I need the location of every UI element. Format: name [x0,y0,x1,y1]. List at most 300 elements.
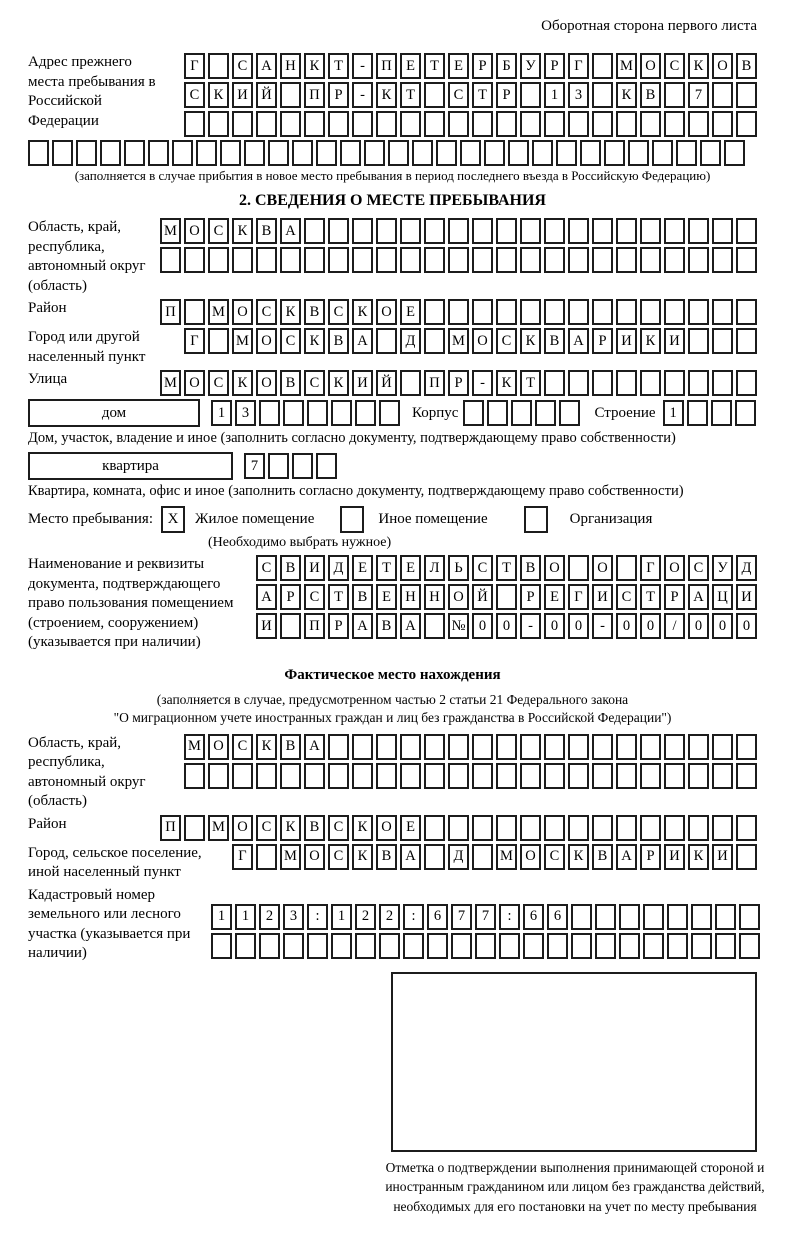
char-box[interactable]: М [160,370,181,396]
char-box[interactable]: А [400,844,421,870]
char-box[interactable] [736,370,757,396]
char-box[interactable]: 1 [211,400,232,426]
char-box[interactable]: Г [184,328,205,354]
char-box[interactable]: К [496,370,517,396]
char-box[interactable]: Д [328,555,349,581]
char-box[interactable] [355,933,376,959]
char-box[interactable]: Г [640,555,661,581]
char-box[interactable] [511,400,532,426]
char-box[interactable] [376,734,397,760]
char-box[interactable] [307,400,328,426]
char-box[interactable] [448,815,469,841]
char-box[interactable] [316,140,337,166]
char-box[interactable] [235,933,256,959]
char-box[interactable]: В [328,328,349,354]
char-box[interactable] [208,328,229,354]
char-box[interactable] [496,584,517,610]
char-box[interactable]: О [448,584,469,610]
char-box[interactable] [712,247,733,273]
char-box[interactable]: О [472,328,493,354]
char-box[interactable] [280,111,301,137]
char-box[interactable]: В [280,734,301,760]
char-box[interactable] [424,613,445,639]
char-box[interactable] [691,904,712,930]
char-box[interactable] [712,734,733,760]
char-box[interactable]: Т [376,555,397,581]
char-box[interactable] [711,400,732,426]
char-box[interactable]: Д [736,555,757,581]
char-box[interactable] [736,218,757,244]
char-box[interactable]: Г [232,844,253,870]
char-box[interactable] [640,247,661,273]
char-box[interactable] [664,370,685,396]
char-box[interactable] [640,370,661,396]
char-box[interactable] [463,400,484,426]
char-box[interactable] [475,933,496,959]
char-box[interactable] [571,904,592,930]
char-box[interactable]: К [688,844,709,870]
char-box[interactable]: 6 [427,904,448,930]
char-box[interactable]: У [712,555,733,581]
char-box[interactable]: К [280,299,301,325]
char-box[interactable]: Р [664,584,685,610]
char-box[interactable] [340,140,361,166]
char-box[interactable] [496,815,517,841]
char-box[interactable]: О [520,844,541,870]
char-box[interactable]: 3 [283,904,304,930]
char-box[interactable] [520,763,541,789]
char-box[interactable]: 2 [355,904,376,930]
char-box[interactable]: Т [424,53,445,79]
char-box[interactable] [424,734,445,760]
char-box[interactable]: Д [400,328,421,354]
char-box[interactable] [616,111,637,137]
char-box[interactable]: 0 [688,613,709,639]
char-box[interactable]: Т [472,82,493,108]
char-box[interactable]: 1 [235,904,256,930]
char-box[interactable]: 0 [616,613,637,639]
char-box[interactable]: В [256,218,277,244]
char-box[interactable]: В [280,370,301,396]
char-box[interactable]: 0 [568,613,589,639]
char-box[interactable] [268,140,289,166]
char-box[interactable]: М [448,328,469,354]
char-box[interactable] [124,140,145,166]
char-box[interactable]: О [256,370,277,396]
char-box[interactable]: О [184,218,205,244]
char-box[interactable]: С [208,218,229,244]
char-box[interactable]: П [160,299,181,325]
char-box[interactable]: 1 [663,400,684,426]
char-box[interactable] [304,218,325,244]
char-box[interactable] [328,218,349,244]
char-box[interactable]: И [592,584,613,610]
char-box[interactable] [256,844,277,870]
char-box[interactable]: - [472,370,493,396]
char-box[interactable]: С [256,815,277,841]
char-box[interactable] [568,815,589,841]
char-box[interactable]: О [664,555,685,581]
char-box[interactable]: В [376,844,397,870]
char-box[interactable] [352,247,373,273]
char-box[interactable] [424,247,445,273]
char-box[interactable]: К [256,734,277,760]
char-box[interactable]: А [352,613,373,639]
char-box[interactable] [376,328,397,354]
char-box[interactable] [676,140,697,166]
char-box[interactable] [712,328,733,354]
char-box[interactable] [735,400,756,426]
char-box[interactable]: К [304,53,325,79]
char-box[interactable]: С [328,815,349,841]
char-box[interactable]: И [664,844,685,870]
char-box[interactable]: Н [400,584,421,610]
char-box[interactable] [688,247,709,273]
char-box[interactable]: А [616,844,637,870]
char-box[interactable]: Е [376,584,397,610]
char-box[interactable]: С [496,328,517,354]
char-box[interactable] [283,400,304,426]
char-box[interactable]: О [640,53,661,79]
char-box[interactable] [400,763,421,789]
char-box[interactable]: С [232,734,253,760]
char-box[interactable]: № [448,613,469,639]
char-box[interactable]: С [328,844,349,870]
char-box[interactable]: С [184,82,205,108]
char-box[interactable]: С [208,370,229,396]
char-box[interactable]: Т [328,53,349,79]
char-box[interactable] [688,328,709,354]
char-box[interactable] [592,734,613,760]
char-box[interactable]: - [352,53,373,79]
char-box[interactable] [304,247,325,273]
char-box[interactable] [592,53,613,79]
char-box[interactable] [619,904,640,930]
char-box[interactable]: Т [496,555,517,581]
char-box[interactable]: Т [400,82,421,108]
char-box[interactable] [283,933,304,959]
char-box[interactable] [736,247,757,273]
char-box[interactable] [427,933,448,959]
char-box[interactable] [379,933,400,959]
char-box[interactable] [280,247,301,273]
char-box[interactable]: Р [472,53,493,79]
char-box[interactable] [568,247,589,273]
char-box[interactable] [328,734,349,760]
char-box[interactable] [592,763,613,789]
char-box[interactable] [724,140,745,166]
char-box[interactable]: 1 [544,82,565,108]
char-box[interactable] [268,453,289,479]
char-box[interactable] [184,111,205,137]
char-box[interactable] [331,933,352,959]
char-box[interactable]: Г [568,53,589,79]
char-box[interactable] [508,140,529,166]
char-box[interactable] [256,763,277,789]
char-box[interactable] [496,734,517,760]
char-box[interactable] [208,247,229,273]
char-box[interactable]: 6 [547,904,568,930]
char-box[interactable] [640,111,661,137]
char-box[interactable] [592,370,613,396]
char-box[interactable] [211,933,232,959]
char-box[interactable]: Й [256,82,277,108]
char-box[interactable] [688,299,709,325]
char-box[interactable]: И [664,328,685,354]
char-box[interactable]: Л [424,555,445,581]
char-box[interactable] [532,140,553,166]
char-box[interactable] [160,247,181,273]
char-box[interactable] [328,111,349,137]
char-box[interactable]: Т [640,584,661,610]
char-box[interactable] [304,111,325,137]
char-box[interactable] [307,933,328,959]
char-box[interactable]: 1 [211,904,232,930]
char-box[interactable] [436,140,457,166]
char-box[interactable]: М [208,815,229,841]
house-type-box[interactable]: дом [28,399,200,427]
char-box[interactable] [736,734,757,760]
char-box[interactable] [688,111,709,137]
char-box[interactable] [424,328,445,354]
char-box[interactable] [616,763,637,789]
char-box[interactable] [220,140,241,166]
char-box[interactable] [448,218,469,244]
char-box[interactable] [544,815,565,841]
char-box[interactable] [520,111,541,137]
char-box[interactable] [256,111,277,137]
char-box[interactable]: Р [280,584,301,610]
char-box[interactable]: В [304,299,325,325]
char-box[interactable]: М [280,844,301,870]
char-box[interactable] [496,111,517,137]
char-box[interactable] [736,328,757,354]
char-box[interactable] [568,218,589,244]
char-box[interactable] [184,247,205,273]
char-box[interactable]: К [304,328,325,354]
char-box[interactable] [376,218,397,244]
char-box[interactable]: М [160,218,181,244]
char-box[interactable]: Е [352,555,373,581]
char-box[interactable]: Р [328,613,349,639]
char-box[interactable] [28,140,49,166]
char-box[interactable]: Е [544,584,565,610]
char-box[interactable]: И [616,328,637,354]
char-box[interactable] [712,299,733,325]
char-box[interactable]: С [616,584,637,610]
char-box[interactable]: А [280,218,301,244]
char-box[interactable] [640,218,661,244]
char-box[interactable] [640,734,661,760]
char-box[interactable] [52,140,73,166]
char-box[interactable]: 0 [472,613,493,639]
char-box[interactable] [448,299,469,325]
char-box[interactable] [364,140,385,166]
char-box[interactable] [592,218,613,244]
char-box[interactable]: С [328,299,349,325]
char-box[interactable]: П [160,815,181,841]
char-box[interactable]: Е [400,299,421,325]
char-box[interactable] [664,82,685,108]
char-box[interactable] [280,763,301,789]
char-box[interactable] [664,111,685,137]
char-box[interactable] [448,734,469,760]
char-box[interactable]: О [232,815,253,841]
char-box[interactable]: А [256,53,277,79]
char-box[interactable]: - [352,82,373,108]
char-box[interactable] [667,933,688,959]
char-box[interactable]: Е [400,815,421,841]
char-box[interactable] [496,218,517,244]
char-box[interactable]: В [280,555,301,581]
char-box[interactable]: О [376,815,397,841]
char-box[interactable]: М [208,299,229,325]
char-box[interactable]: Д [448,844,469,870]
char-box[interactable] [664,299,685,325]
char-box[interactable]: К [208,82,229,108]
char-box[interactable]: 7 [475,904,496,930]
char-box[interactable] [568,370,589,396]
char-box[interactable] [400,111,421,137]
char-box[interactable] [544,218,565,244]
char-box[interactable] [331,400,352,426]
char-box[interactable]: Р [448,370,469,396]
char-box[interactable] [448,763,469,789]
char-box[interactable]: 3 [568,82,589,108]
char-box[interactable]: 2 [259,904,280,930]
char-box[interactable]: 7 [688,82,709,108]
char-box[interactable] [520,247,541,273]
char-box[interactable]: Б [496,53,517,79]
char-box[interactable] [184,815,205,841]
char-box[interactable] [304,763,325,789]
char-box[interactable]: П [304,82,325,108]
char-box[interactable]: С [304,370,325,396]
char-box[interactable]: К [640,328,661,354]
char-box[interactable]: И [232,82,253,108]
char-box[interactable] [352,218,373,244]
char-box[interactable] [604,140,625,166]
char-box[interactable]: А [256,584,277,610]
char-box[interactable] [472,734,493,760]
char-box[interactable]: А [400,613,421,639]
char-box[interactable] [640,763,661,789]
char-box[interactable] [388,140,409,166]
char-box[interactable]: К [376,82,397,108]
char-box[interactable] [592,82,613,108]
char-box[interactable]: К [616,82,637,108]
char-box[interactable] [739,904,760,930]
char-box[interactable] [472,815,493,841]
char-box[interactable]: А [568,328,589,354]
char-box[interactable]: В [592,844,613,870]
char-box[interactable] [667,904,688,930]
char-box[interactable]: О [376,299,397,325]
char-box[interactable] [424,111,445,137]
char-box[interactable] [496,763,517,789]
char-box[interactable]: Е [400,555,421,581]
char-box[interactable]: В [376,613,397,639]
char-box[interactable]: : [307,904,328,930]
char-box[interactable] [616,555,637,581]
char-box[interactable] [412,140,433,166]
char-box[interactable] [559,400,580,426]
char-box[interactable]: Г [184,53,205,79]
char-box[interactable] [595,933,616,959]
char-box[interactable]: С [448,82,469,108]
char-box[interactable] [544,370,565,396]
char-box[interactable]: 1 [331,904,352,930]
char-box[interactable] [664,815,685,841]
char-box[interactable] [568,555,589,581]
char-box[interactable]: Р [328,82,349,108]
char-box[interactable] [208,763,229,789]
char-box[interactable] [688,370,709,396]
char-box[interactable]: В [736,53,757,79]
char-box[interactable]: 0 [736,613,757,639]
char-box[interactable]: Й [472,584,493,610]
char-box[interactable]: 6 [523,904,544,930]
char-box[interactable] [352,111,373,137]
char-box[interactable] [487,400,508,426]
char-box[interactable] [244,140,265,166]
char-box[interactable]: М [616,53,637,79]
char-box[interactable]: И [712,844,733,870]
char-box[interactable]: В [520,555,541,581]
char-box[interactable] [520,299,541,325]
char-box[interactable] [643,933,664,959]
char-box[interactable] [619,933,640,959]
char-box[interactable] [448,111,469,137]
char-box[interactable]: И [304,555,325,581]
char-box[interactable]: Н [280,53,301,79]
char-box[interactable]: Р [640,844,661,870]
char-box[interactable] [715,904,736,930]
char-box[interactable]: К [352,299,373,325]
char-box[interactable]: О [256,328,277,354]
char-box[interactable] [687,400,708,426]
char-box[interactable] [544,111,565,137]
char-box[interactable] [736,815,757,841]
char-box[interactable] [736,763,757,789]
char-box[interactable]: С [256,299,277,325]
char-box[interactable] [484,140,505,166]
char-box[interactable] [424,82,445,108]
char-box[interactable]: П [304,613,325,639]
char-box[interactable] [424,763,445,789]
char-box[interactable] [400,218,421,244]
char-box[interactable]: 3 [235,400,256,426]
char-box[interactable]: М [184,734,205,760]
char-box[interactable] [664,218,685,244]
char-box[interactable] [568,734,589,760]
char-box[interactable] [472,299,493,325]
char-box[interactable] [520,815,541,841]
char-box[interactable] [568,299,589,325]
char-box[interactable] [568,763,589,789]
char-box[interactable] [472,218,493,244]
char-box[interactable] [592,299,613,325]
char-box[interactable] [736,299,757,325]
char-box[interactable] [400,247,421,273]
char-box[interactable]: К [232,370,253,396]
char-box[interactable]: О [544,555,565,581]
char-box[interactable] [544,763,565,789]
char-box[interactable] [712,370,733,396]
char-box[interactable]: П [376,53,397,79]
char-box[interactable] [664,734,685,760]
char-box[interactable]: К [688,53,709,79]
